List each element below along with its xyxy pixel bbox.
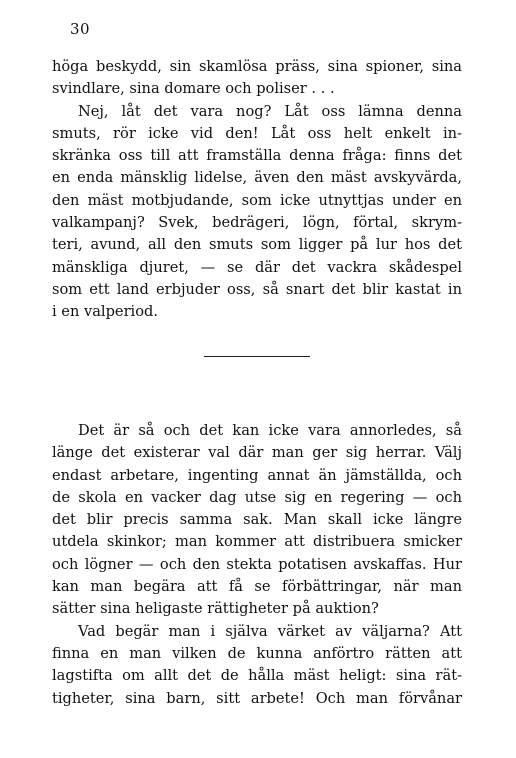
text-line: som ett land erbjuder oss, så snart det blir kastat in — [52, 280, 462, 298]
text-line: de skola en vacker dag utse sig en regering — och — [52, 488, 462, 506]
text-line: mänskliga djuret, — se där det vackra skådespel — [52, 258, 462, 276]
paragraph-block-bottom — [52, 420, 462, 710]
text-line: lagstifta om allt det de hålla mäst heligt: sina rät- — [52, 667, 462, 685]
text-line: och lögner — och den stekta potatisen avskaffas. Hur — [52, 555, 462, 573]
text-line: utdela skinkor; man kommer att distribuera smicker — [52, 533, 462, 551]
text-line: endast arbetare, ingenting annat än jämställda, och — [52, 466, 462, 484]
text-line: teri, avund, all den smuts som ligger på lur hos det — [52, 236, 462, 254]
text-line: höga beskydd, sin skamlösa präss, sina spioner, sina — [52, 58, 462, 75]
text-line: det blir precis samma sak. Man skall icke längre — [52, 511, 462, 529]
paragraph-block-top — [52, 56, 462, 324]
text-line: skränka oss till att framställa denna fråga: finns det — [52, 147, 462, 165]
text-line: smuts, rör icke vid den! Låt oss helt enkelt in- — [52, 124, 462, 142]
text-line: länge det existerar val där man ger sig herrar. Välj — [52, 444, 462, 462]
text-line: den mäst motbjudande, som icke utnyttjas under en — [52, 191, 462, 209]
text-line: Det är så och det kan icke vara annorledes, så — [78, 422, 462, 439]
text-line: i en valperiod. — [52, 303, 158, 321]
text-line: tigheter, sina barn, sitt arbete! Och man förvånar — [52, 689, 462, 707]
section-divider-rule — [204, 356, 310, 357]
text-line: finna en man vilken de kunna anförtro rätten att — [52, 644, 462, 662]
text-line: svindlare, sina domare och poliser . . . — [52, 80, 335, 98]
page-number: 30 — [70, 20, 91, 38]
text-line: kan man begära att få se förbättringar, när man — [52, 578, 462, 596]
text-line: en enda mänsklig lidelse, även den mäst avskyvärda, — [52, 169, 462, 187]
text-line: Nej, låt det vara nog? Låt oss lämna denna — [78, 102, 462, 120]
text-line: valkampanj? Svek, bedrägeri, lögn, förtal, skrym- — [52, 214, 462, 232]
text-line: sätter sina heligaste rättigheter på auktion? — [52, 600, 379, 618]
text-line: Vad begär man i själva värket av väljarna? Att — [78, 622, 462, 640]
